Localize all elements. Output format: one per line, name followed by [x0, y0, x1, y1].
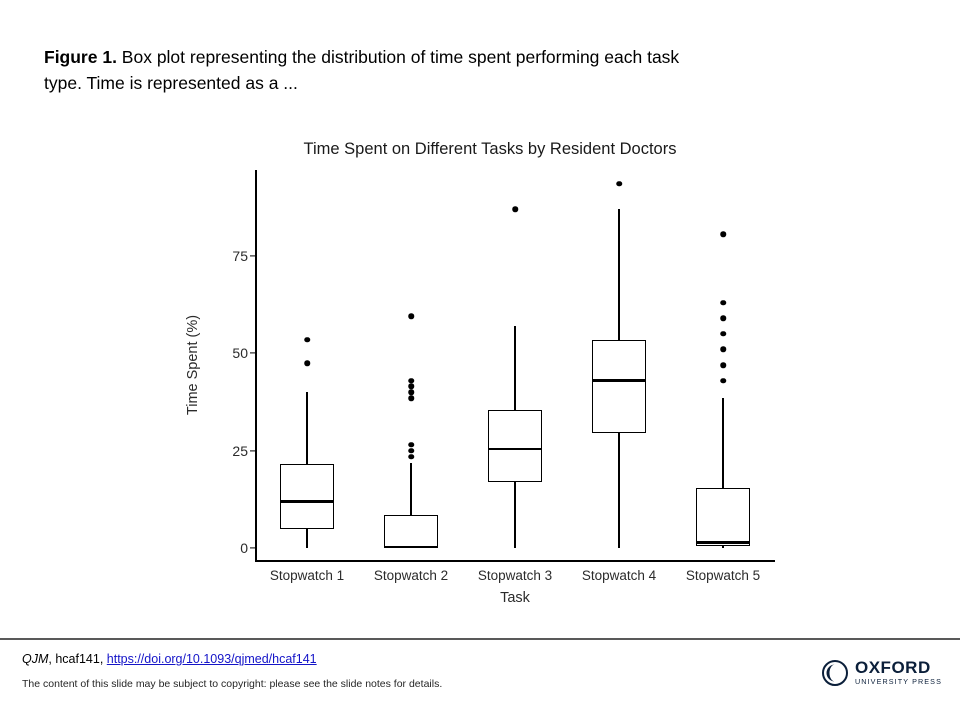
- oxford-university-press-logo: [822, 658, 942, 692]
- outlier-point: [720, 315, 726, 321]
- x-tick-label: Stopwatch 4: [581, 568, 657, 583]
- x-axis-label: Task: [500, 590, 530, 606]
- doi-link[interactable]: https://doi.org/10.1093/qjmed/hcaf141: [106, 652, 317, 666]
- outlier-point: [720, 232, 726, 238]
- figure-image: [180, 130, 800, 630]
- oup-crest-icon: [822, 660, 848, 686]
- box-iqr: [696, 488, 750, 547]
- figure-caption-text: Box plot representing the distribution of time spent performing each task type. Time is represented as a ...: [44, 47, 680, 93]
- journal-name: QJM: [22, 652, 49, 666]
- y-tick-label: 75: [232, 247, 248, 264]
- outlier-point: [720, 362, 726, 368]
- footer-divider: [0, 638, 960, 640]
- chart-plot-area: [185, 170, 775, 606]
- x-tick-label: Stopwatch 1: [269, 568, 345, 583]
- x-tick-label: Stopwatch 5: [685, 568, 761, 583]
- outlier-point: [720, 378, 726, 384]
- outlier-point: [720, 331, 726, 337]
- y-axis-label: Time Spent (%): [185, 314, 201, 416]
- oup-wordmark: [855, 659, 945, 687]
- outlier-point: [720, 300, 726, 306]
- x-axis-line: [255, 560, 775, 562]
- footer-citation: [22, 652, 317, 666]
- y-tick-label: 25: [232, 442, 248, 459]
- copyright-note: The content of this slide may be subject to copyright: please see the slide notes for details.: [22, 678, 443, 690]
- boxplot-box: [255, 170, 775, 560]
- figure-caption: [44, 44, 684, 96]
- oup-sub: UNIVERSITY PRESS: [855, 677, 942, 686]
- x-tick-label: Stopwatch 3: [477, 568, 553, 583]
- y-tick-label: 50: [232, 345, 248, 362]
- figure-label: Figure 1.: [44, 47, 117, 67]
- outlier-point: [720, 347, 726, 353]
- x-tick-label: Stopwatch 2: [373, 568, 449, 583]
- whisker-lower: [722, 546, 723, 548]
- median-line: [696, 541, 750, 544]
- whisker-upper: [722, 398, 723, 488]
- chart-title: Time Spent on Different Tasks by Resident Doctors: [303, 140, 677, 158]
- y-tick-label: 0: [240, 540, 248, 557]
- citation-rest: , hcaf141,: [48, 652, 107, 666]
- oup-name: OXFORD: [855, 658, 931, 677]
